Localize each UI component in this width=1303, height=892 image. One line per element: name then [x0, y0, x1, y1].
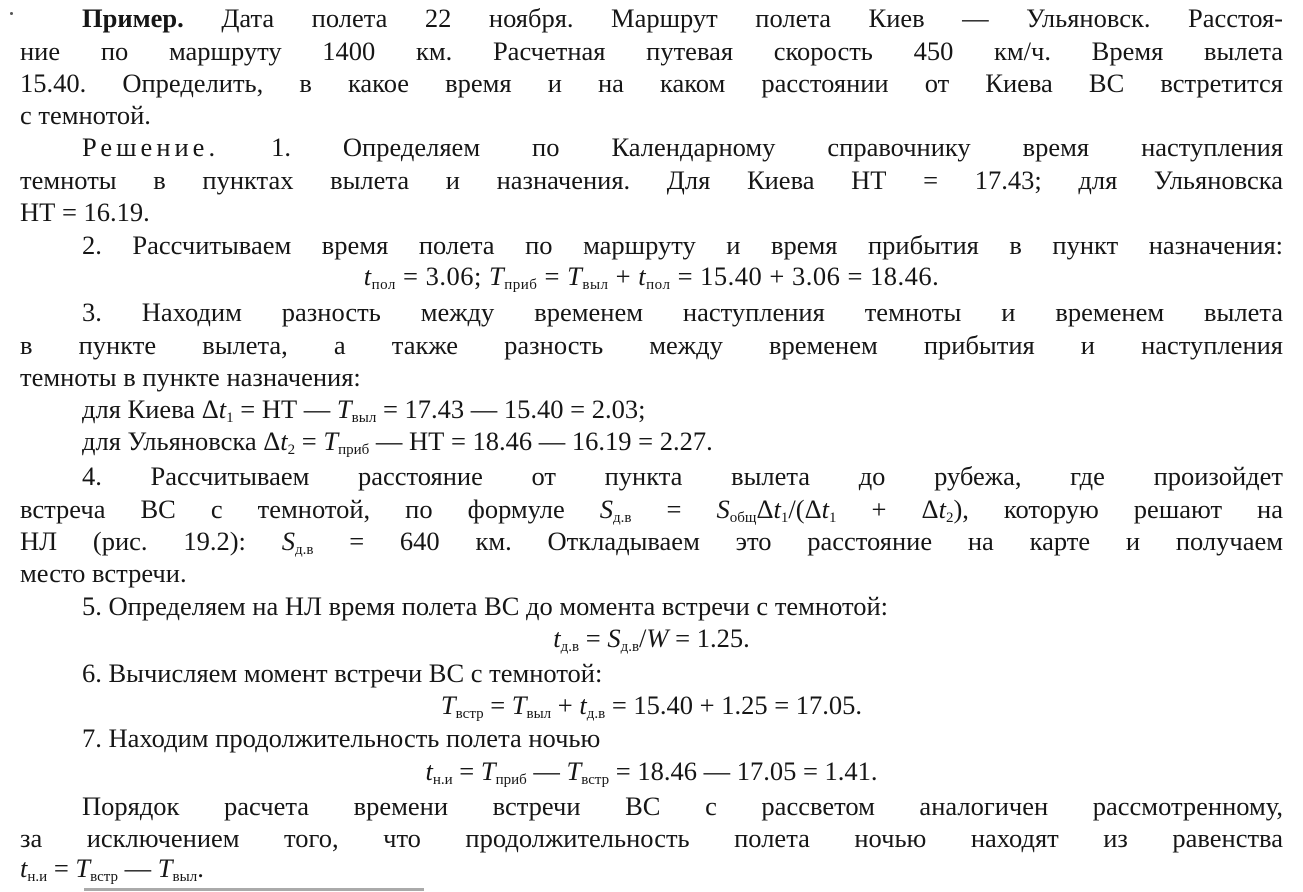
formula-line: для Ульяновска $\Delta t_2 = T_{приб}$ — НТ = 18.46 — 16.19 = 2.27. [82, 426, 713, 458]
text-line: 2. Рассчитываем время полета по маршруту и время прибытия в пункт назначения: [82, 230, 1283, 260]
solution-label: Решение. [82, 132, 220, 162]
text-line: 4. Рассчитываем расстояние от пункта вылета до рубежа, где произойдет [82, 461, 1283, 491]
text-line: темноты в пунктах вылета и назначения. Для Киева НТ = 17.43; для Ульяновска [20, 165, 1283, 195]
text-line: встреча ВС с темнотой, по формуле $S_{д.в} = S_{общ}\Delta t_1/(\Delta t_1 + \Delta t_2)$, которую решают на [20, 494, 1283, 526]
text-line: Решение. 1. Определяем по Календарному справочнику время наступления [82, 132, 1284, 162]
text-line: темноты в пункте назначения: [20, 362, 361, 392]
formula-line: $t_{н.и} = T_{встр}$ — $T_{выл}$. [20, 853, 204, 885]
text-line: в пункте вылета, а также разность между временем прибытия и наступления [20, 330, 1283, 360]
example-label: Пример. [82, 3, 184, 33]
text-line: НТ = 16.19. [20, 197, 150, 227]
scan-mark [10, 12, 13, 15]
text-line: место встречи. [20, 558, 187, 588]
formula-line: $t_{н.и} = T_{приб}$ — $T_{встр} = 18.46$ — 17.05 = 1.41. [425, 756, 878, 788]
text-line: 3. Находим разность между временем наступления темноты и временем вылета [82, 297, 1283, 327]
text-line: НЛ (рис. 19.2): $S_{д.в} = 640$ км. Откладываем это расстояние на карте и получаем [20, 526, 1284, 558]
text-line: ние по маршруту 1400 км. Расчетная путевая скорость 450 км/ч. Время вылета [20, 36, 1283, 66]
text-line: 6. Вычисляем момент встречи ВС с темнотой: [82, 658, 603, 688]
text-line: 5. Определяем на НЛ время полета ВС до момента встречи с темнотой: [82, 591, 889, 621]
text-line: Порядок расчета времени встречи ВС с рассветом аналогичен рассмотренному, [82, 791, 1283, 821]
text-line: 15.40. Определить, в какое время и на каком расстоянии от Киева ВС встретится [20, 68, 1283, 98]
text-line: Пример. Дата полета 22 ноября. Маршрут полета Киев — Ульяновск. Расстоя- [82, 3, 1283, 33]
formula-line: $t_{пол} = 3.06$; $T_{приб} = T_{выл} + t_{пол} = 15.40 + 3.06 = 18.46$. [363, 261, 940, 293]
text-line: с темнотой. [20, 100, 151, 130]
formula-line: $t_{д.в} = S_{д.в}/W = 1.25$. [553, 623, 750, 655]
text-line: за исключением того, что продолжительность полета ночью находят из равенства [20, 823, 1283, 853]
formula-line: для Киева $\Delta t_1$ = НТ — $T_{выл} = 17.43$ — 15.40 = 2.03; [82, 394, 646, 426]
formula-line: $T_{встр} = T_{выл} + t_{д.в} = 15.40 + 1.25 = 17.05$. [440, 690, 863, 722]
text-line: 7. Находим продолжительность полета ночью [82, 723, 601, 753]
